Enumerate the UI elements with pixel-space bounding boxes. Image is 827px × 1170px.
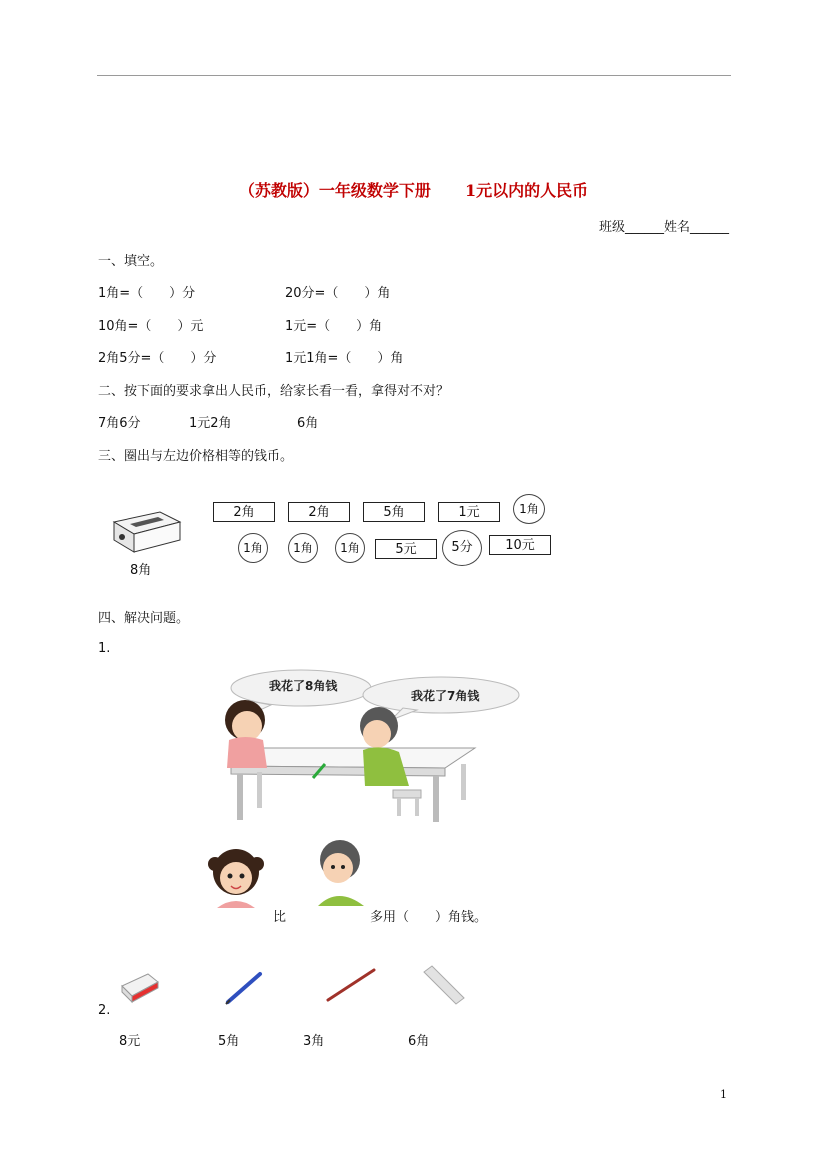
money-item: 7角6分 (98, 416, 141, 431)
money-note[interactable]: 5元 (375, 539, 437, 559)
pencil-icon (324, 966, 378, 1006)
money-coin[interactable]: 1角 (335, 533, 365, 563)
money-note[interactable]: 10元 (489, 535, 551, 555)
money-item: 1元2角 (189, 416, 232, 431)
girl-speech: 我花了8角钱 (269, 679, 338, 693)
money-note[interactable]: 1元 (438, 502, 500, 522)
pencil-price: 3角 (303, 1034, 325, 1049)
page-number: 1 (720, 1088, 727, 1101)
boy-speech: 我花了7角钱 (411, 689, 480, 703)
money-coin[interactable]: 1角 (238, 533, 268, 563)
ruler-price: 6角 (408, 1034, 430, 1049)
ruler-icon (420, 962, 466, 1008)
eraser-icon (118, 968, 160, 1004)
pencil-sharpener-icon (108, 508, 184, 556)
class-name-line: 班级______姓名______ (598, 220, 729, 235)
question-number: 1. (98, 641, 111, 656)
pen-icon (222, 968, 266, 1008)
money-note[interactable]: 2角 (213, 502, 275, 522)
compare-word: 比 (273, 910, 287, 925)
children-at-table-illustration (213, 668, 521, 826)
section3-heading: 三、圈出与左边价格相等的钱币。 (98, 449, 294, 464)
fill-item: 10角=（ ）元 (98, 319, 204, 334)
fill-item: 1元1角=（ ）角 (285, 351, 404, 366)
money-note[interactable]: 2角 (288, 502, 350, 522)
question-number: 2. (98, 1003, 111, 1018)
money-coin[interactable]: 1角 (288, 533, 318, 563)
section2-heading: 二、按下面的要求拿出人民币，给家长看一看，拿得对不对？ (98, 384, 450, 399)
money-item: 6角 (297, 416, 319, 431)
girl-icon (205, 846, 267, 908)
fill-item: 1元=（ ）角 (285, 319, 383, 334)
page-title (0, 178, 827, 201)
title-right: 1元以内的人民币 (464, 181, 589, 200)
fill-item: 20分=（ ）角 (285, 286, 391, 301)
compare-tail: 多用（ ）角钱。 (370, 910, 488, 925)
pen-price: 5角 (218, 1034, 240, 1049)
sharpener-price: 8角 (130, 563, 152, 578)
header-rule (97, 75, 731, 76)
fill-item: 1角=（ ）分 (98, 286, 196, 301)
money-coin[interactable]: 1角 (513, 494, 545, 524)
money-note[interactable]: 5角 (363, 502, 425, 522)
section4-heading: 四、解决问题。 (98, 611, 190, 626)
title-left: （苏教版）一年级数学下册 (238, 181, 431, 200)
fill-item: 2角5分=（ ）分 (98, 351, 217, 366)
money-coin[interactable]: 5分 (442, 530, 482, 566)
section1-heading: 一、填空。 (98, 254, 164, 269)
boy-icon (310, 836, 368, 906)
eraser-price: 8元 (119, 1034, 141, 1049)
